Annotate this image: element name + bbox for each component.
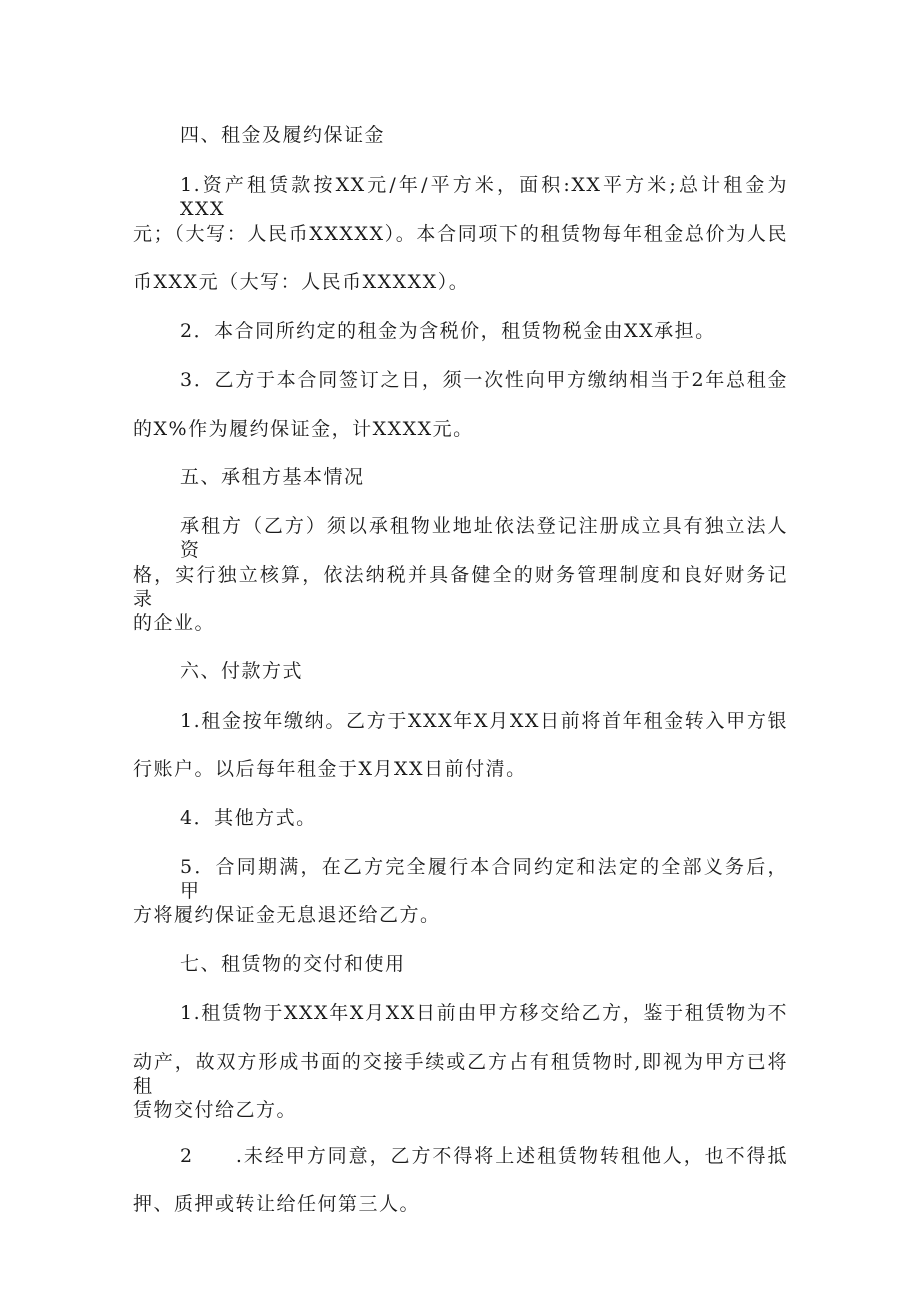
paragraph-line: 元；（大写：人民币XXXXX）。本合同项下的租赁物每年租金总价为人民: [133, 223, 788, 245]
paragraph-line: 2．本合同所约定的租金为含税价，租赁物税金由XX承担。: [180, 320, 716, 342]
paragraph-line: 1.租赁物于XXX年X月XX日前由甲方移交给乙方，鉴于租赁物为不: [180, 1002, 788, 1024]
paragraph-line: 押、质押或转让给任何第三人。: [133, 1193, 421, 1215]
section-heading: 六、付款方式: [180, 660, 304, 682]
paragraph-line: 动产，故双方形成书面的交接手续或乙方占有租赁物时,即视为甲方已将租: [133, 1051, 788, 1097]
paragraph-line: 1.资产租赁款按XX元/年/平方米，面积:XX平方米;总计租金为XXX: [180, 174, 788, 220]
paragraph-line: 行账户。以后每年租金于X月XX日前付清。: [133, 758, 527, 780]
paragraph-line: 赁物交付给乙方。: [133, 1099, 298, 1121]
section-heading: 四、租金及履约保证金: [180, 124, 386, 146]
paragraph-line: 方将履约保证金无息退还给乙方。: [133, 904, 441, 926]
section-heading: 七、租赁物的交付和使用: [180, 953, 406, 975]
section-heading: 五、承租方基本情况: [180, 466, 365, 488]
paragraph-line: 3．乙方于本合同签订之日，须一次性向甲方缴纳相当于2年总租金: [180, 369, 788, 391]
paragraph-line: 的X%作为履约保证金，计XXXX元。: [133, 418, 474, 440]
paragraph-line: 格，实行独立核算，依法纳税并具备健全的财务管理制度和良好财务记录: [133, 564, 788, 610]
paragraph-line: 2 .未经甲方同意，乙方不得将上述租赁物转租他人，也不得抵: [180, 1145, 788, 1167]
paragraph-line: 的企业。: [133, 612, 216, 634]
paragraph-line: 5．合同期满，在乙方完全履行本合同约定和法定的全部义务后，甲: [180, 856, 788, 902]
paragraph-line: 4．其他方式。: [180, 807, 317, 829]
paragraph-line: 承租方（乙方）须以承租物业地址依法登记注册成立具有独立法人资: [180, 515, 788, 561]
paragraph-line: 1.租金按年缴纳。乙方于XXX年X月XX日前将首年租金转入甲方银: [180, 710, 788, 732]
paragraph-line: 币XXX元（大写：人民币XXXXX）。: [133, 271, 470, 293]
